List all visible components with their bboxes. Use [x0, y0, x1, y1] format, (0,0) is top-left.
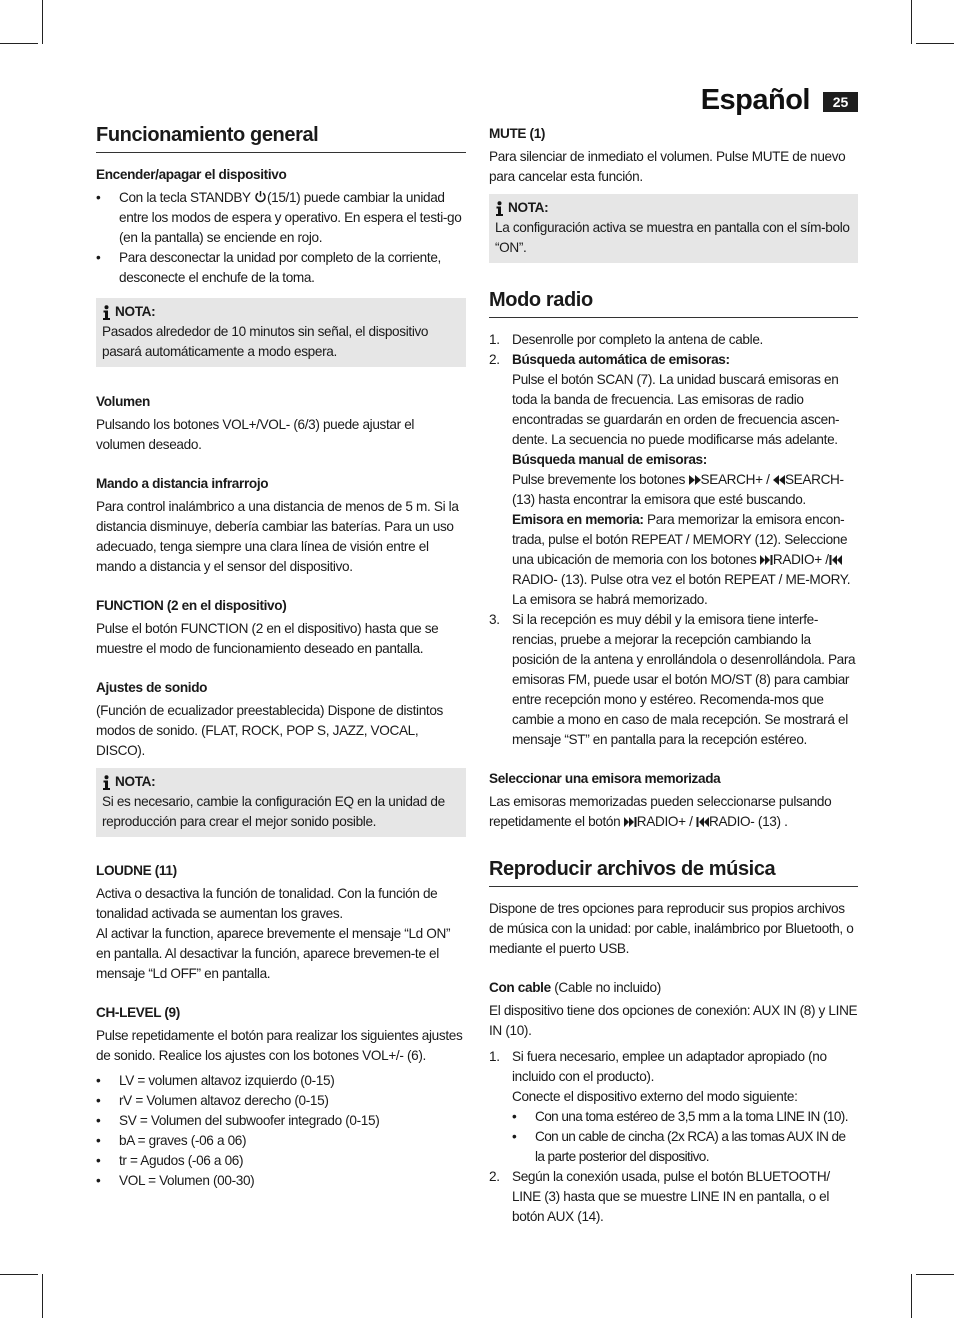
- subsection-stored-station-title: Seleccionar una emisora memorizada: [489, 771, 721, 786]
- subsection-function-title: FUNCTION (2 en el dispositivo): [96, 598, 287, 613]
- skip-next-icon: [624, 817, 637, 827]
- auto-search-title: Búsqueda automática de emisoras:: [512, 352, 730, 367]
- crop-mark: [0, 43, 38, 44]
- manual-search-text: SEARCH+ /: [700, 472, 770, 487]
- memory-text: RADIO- (13). Pulse otra vez el botón REPEAT / ME-MORY. La emisora se habrá memorizado.: [512, 572, 851, 607]
- section-title-play-music: Reproducir archivos de música: [489, 856, 858, 887]
- info-icon: [495, 201, 504, 216]
- note-text: La configuración activa se muestra en pantalla con el sím-bolo “ON”.: [495, 220, 850, 255]
- cable-title-line: [489, 978, 858, 998]
- note-box: [96, 298, 466, 367]
- bullet-text: (15/1) puede cambiar la unidad entre los modos de espera y operativo. En espera el testi-go (en la pantalla) se enciende en rojo.: [119, 190, 462, 245]
- memory-title: Emisora en memoria:: [512, 512, 644, 527]
- list-item: • Con un cable de cincha (2x RCA) a las tomas AUX IN de la parte posterior del dispositivo.: [512, 1127, 858, 1167]
- cable-title: Con cable: [489, 980, 551, 995]
- crop-mark: [916, 1274, 954, 1275]
- memory-text: Para memorizar la emisora encon-trada, pulse el botón REPEAT / MEMORY (12). Seleccione una ubicación de memoria con los botones: [512, 512, 848, 567]
- volume-text: Pulsando los botones VOL+/VOL- (6/3) puede ajustar el volumen deseado.: [96, 417, 415, 452]
- step-text: Si la recepción es muy débil y la emisora tiene interfe-rencias, pruebe a mejorar la recepción cambiando la posición de la antena y enrollándola o desenrollándola. Para emisoras FM, puede usar el botón MO/ST (8) para cambiar entre recepción mono y estéreo. Recomenda-mos que cambie a mono en caso de mala recepción. Se mostrará el mensaje “ST” en pantalla para la recepción estéreo.: [512, 612, 856, 747]
- crop-mark: [42, 1274, 43, 1318]
- subsection-power-title: Encender/apagar el dispositivo: [96, 167, 287, 182]
- manual-search-text: SEARCH- (13) hasta encontrar la emisora que esté buscando.: [512, 472, 844, 507]
- mute-text: Para silenciar de inmediato el volumen. Pulse MUTE de nuevo para cancelar esta función.: [489, 149, 846, 184]
- info-icon: [102, 775, 111, 790]
- list-number: 1.: [489, 332, 500, 347]
- loudne-text: Activa o desactiva la función de tonalidad. Con la función de tonalidad activada se aumentan los graves.: [96, 886, 438, 921]
- list-item: • SV = Volumen del subwoofer integrado (0-15): [96, 1111, 466, 1131]
- function-text: Pulse el botón FUNCTION (2 en el dispositivo) hasta que se muestre el modo de funcionamiento deseado en pantalla.: [96, 621, 439, 656]
- step-text: Si fuera necesario, emplee un adaptador apropiado (no incluido con el producto).: [512, 1049, 827, 1084]
- memory-text: RADIO+ /: [772, 552, 829, 567]
- list-item: • Para desconectar la unidad por completo de la corriente, desconecte el enchufe de la toma.: [96, 248, 466, 288]
- right-column: [489, 124, 858, 1227]
- list-item: [489, 330, 858, 350]
- page-number: 25: [823, 92, 858, 112]
- note-label: NOTA:: [115, 304, 156, 319]
- crop-mark: [911, 1274, 912, 1318]
- list-item: [489, 350, 858, 610]
- connection-options-list: [512, 1107, 858, 1167]
- connection-steps-list: [489, 1047, 858, 1227]
- rewind-icon: [773, 475, 785, 485]
- subsection-volume-title: Volumen: [96, 394, 150, 409]
- section-title-radio-mode: Modo radio: [489, 287, 858, 318]
- note-text: Si es necesario, cambie la configuración EQ en la unidad de reproducción para crear el mejor sonido posible.: [102, 794, 445, 829]
- step-text: Según la conexión usada, pulse el botón BLUETOOTH/ LINE (3) hasta que se muestre LINE IN en pantalla, o el botón AUX (14).: [512, 1169, 830, 1224]
- list-item: • LV = volumen altavoz izquierdo (0-15): [96, 1071, 466, 1091]
- cable-text: El dispositivo tiene dos opciones de conexión: AUX IN (8) y LINE IN (10).: [489, 1003, 858, 1038]
- subsection-chlevel-title: CH-LEVEL (9): [96, 1005, 180, 1020]
- cable-note: (Cable no incluido): [554, 980, 661, 995]
- stored-station-text-part: Las emisoras memorizadas pueden seleccionarse pulsando repetidamente el botón: [489, 794, 832, 829]
- list-number: 3.: [489, 612, 500, 627]
- radio-steps-list: [489, 330, 858, 750]
- subsection-loudne-title: LOUDNE (11): [96, 863, 177, 878]
- list-item: • rV = Volumen altavoz derecho (0-15): [96, 1091, 466, 1111]
- power-icon: [254, 190, 267, 203]
- list-item: [489, 1047, 858, 1167]
- crop-mark: [911, 0, 912, 44]
- left-column: [96, 122, 466, 1191]
- section-title-general-operation: Funcionamiento general: [96, 122, 466, 153]
- stored-station-text: [489, 792, 858, 832]
- remote-text: Para control inalámbrico a una distancia de menos de 5 m. Si la distancia disminuye, debería cambiar las baterías. Para un uso adecuado, tenga siempre una clara línea de visión entre el mando a distancia y el sensor del dispositivo.: [96, 499, 459, 574]
- list-item: • tr = Agudos (-06 a 06): [96, 1151, 466, 1171]
- step-text: Conecte el dispositivo externo del modo siguiente:: [512, 1089, 798, 1104]
- skip-next-icon: [760, 555, 773, 565]
- list-number: 1.: [489, 1049, 500, 1064]
- list-item: • Con una toma estéreo de 3,5 mm a la toma LINE IN (10).: [512, 1107, 858, 1127]
- subsection-remote-title: Mando a distancia infrarrojo: [96, 476, 269, 491]
- stored-station-text-part: RADIO+ /: [636, 814, 693, 829]
- manual-search-title: Búsqueda manual de emisoras:: [512, 452, 707, 467]
- skip-previous-icon: [829, 555, 842, 565]
- note-text: Pasados alrededor de 10 minutos sin señal, el dispositivo pasará automáticamente a modo espera.: [102, 324, 429, 359]
- fast-forward-icon: [689, 475, 701, 485]
- bullet-text: Con la tecla STANDBY: [119, 190, 251, 205]
- page-language-title: Español: [700, 84, 810, 116]
- note-box: [489, 194, 858, 263]
- list-item: • bA = graves (-06 a 06): [96, 1131, 466, 1151]
- note-box: [96, 768, 466, 837]
- chlevel-bullet-list: [96, 1071, 466, 1191]
- power-bullet-list: [96, 188, 466, 288]
- list-item: [96, 188, 466, 248]
- list-item: [489, 1167, 858, 1227]
- list-number: 2.: [489, 1169, 500, 1184]
- loudne-text: Al activar la function, aparece brevemente el mensaje “Ld ON” en pantalla. Al desactivar la función, aparece brevemen-te el mensaje “Ld OFF” en pantalla.: [96, 926, 451, 981]
- note-label: NOTA:: [115, 774, 156, 789]
- skip-previous-icon: [696, 817, 709, 827]
- stored-station-text-part: RADIO- (13) .: [708, 814, 788, 829]
- list-item: • VOL = Volumen (00-30): [96, 1171, 466, 1191]
- sound-text: (Función de ecualizador preestablecida) Dispone de distintos modos de sonido. (FLAT, ROCK, POP S, JAZZ, VOCAL, DISCO).: [96, 703, 444, 758]
- crop-mark: [42, 0, 43, 44]
- crop-mark: [0, 1274, 38, 1275]
- subsection-mute-title: MUTE (1): [489, 126, 546, 141]
- step-text: Desenrolle por completo la antena de cable.: [512, 332, 763, 347]
- crop-mark: [916, 43, 954, 44]
- music-intro-text: Dispone de tres opciones para reproducir sus propios archivos de música con la unidad: por cable, inalámbrico por Bluetooth, o mediante el puerto USB.: [489, 901, 854, 956]
- manual-search-text: Pulse brevemente los botones: [512, 472, 686, 487]
- info-icon: [102, 305, 111, 320]
- list-number: 2.: [489, 352, 500, 367]
- list-item: [489, 610, 858, 750]
- subsection-sound-title: Ajustes de sonido: [96, 680, 208, 695]
- chlevel-text: Pulse repetidamente el botón para realizar los siguientes ajustes de sonido. Realice los ajustes con los botones VOL+/- (6).: [96, 1028, 463, 1063]
- note-label: NOTA:: [508, 200, 549, 215]
- auto-search-text: Pulse el botón SCAN (7). La unidad buscará emisoras en toda la banda de frecuencia. Las emisoras de radio encontradas se guardarán en orden de frecuencia ascen-dente. La secuencia no puede modificarse más adelante.: [512, 372, 840, 447]
